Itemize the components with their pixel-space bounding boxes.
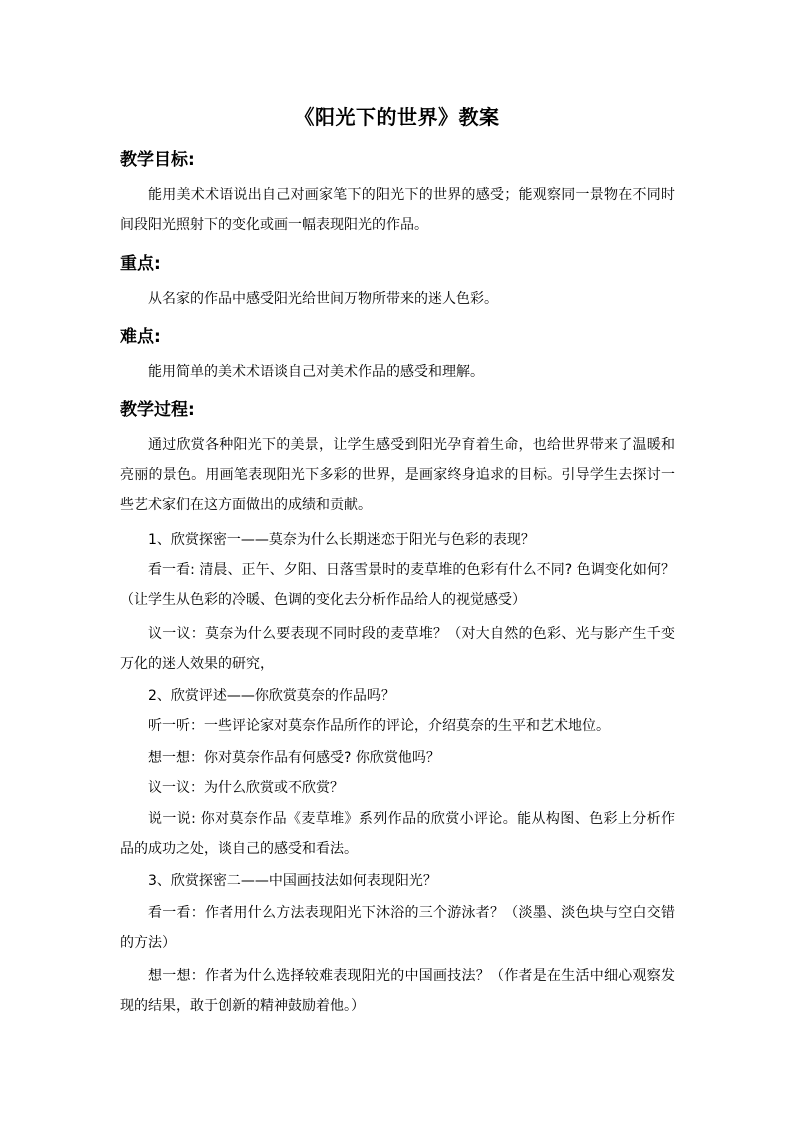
process-paragraph: 说一说: 你对莫奈作品《麦草堆》系列作品的欣赏小评论。能从构图、色彩上分析作品的成功之处，谈自己的感受和看法。 (120, 811, 675, 857)
process-paragraph: 通过欣赏各种阳光下的美景，让学生感受到阳光孕育着生命，也给世界带来了温暖和亮丽的景色。用画笔表现阳光下多彩的世界，是画家终身追求的目标。引导学生去探讨一些艺术家们在这方面做出的成绩和贡献。 (120, 437, 675, 513)
paragraph-difficulty: 能用简单的美术术语谈自己对美术作品的感受和理解。 (148, 364, 484, 380)
document-title: 《阳光下的世界》教案 (294, 105, 500, 129)
process-paragraph: 看一看: 清晨、正午、夕阳、日落雪景时的麦草堆的色彩有什么不同? 色调变化如何？（让学生从色彩的冷暖、色调的变化去分析作品给人的视觉感受） (120, 562, 675, 608)
process-paragraph: 看一看：作者用什么方法表现阳光下沐浴的三个游泳者？（淡墨、淡色块与空白交错的方法） (120, 905, 675, 951)
process-paragraph: 想一想：作者为什么选择较难表现阳光的中国画技法？（作者是在生活中细心观察发现的结果，敢于创新的精神鼓励着他。） (120, 968, 675, 1014)
heading-process: 教学过程: (120, 400, 195, 420)
heading-key-point: 重点: (120, 254, 161, 274)
heading-objectives: 教学目标: (120, 150, 195, 170)
paragraph-objectives: 能用美术术语说出自己对画家笔下的阳光下的世界的感受；能观察同一景物在不同时间段阳光照射下的变化或画一幅表现阳光的作品。 (120, 187, 675, 233)
process-paragraph: 3、欣赏探密二——中国画技法如何表现阳光？ (148, 873, 437, 889)
paragraph-key-point: 从名家的作品中感受阳光给世间万物所带来的迷人色彩。 (148, 291, 498, 307)
process-paragraph: 想一想：你对莫奈作品有何感受? 你欣赏他吗？ (148, 750, 440, 766)
process-paragraph: 1、欣赏探密一——莫奈为什么长期迷恋于阳光与色彩的表现？ (148, 532, 535, 548)
process-paragraph: 议一议：为什么欣赏或不欣赏？ (148, 780, 344, 796)
process-paragraph: 议一议：莫奈为什么要表现不同时段的麦草堆？（对大自然的色彩、光与影产生千变万化的迷人效果的研究， (120, 626, 675, 672)
process-paragraph: 2、欣赏评述——你欣赏莫奈的作品吗？ (148, 688, 395, 704)
heading-difficulty: 难点: (120, 327, 161, 347)
process-paragraph: 听一听：一些评论家对莫奈作品所作的评论，介绍莫奈的生平和艺术地位。 (148, 718, 610, 734)
